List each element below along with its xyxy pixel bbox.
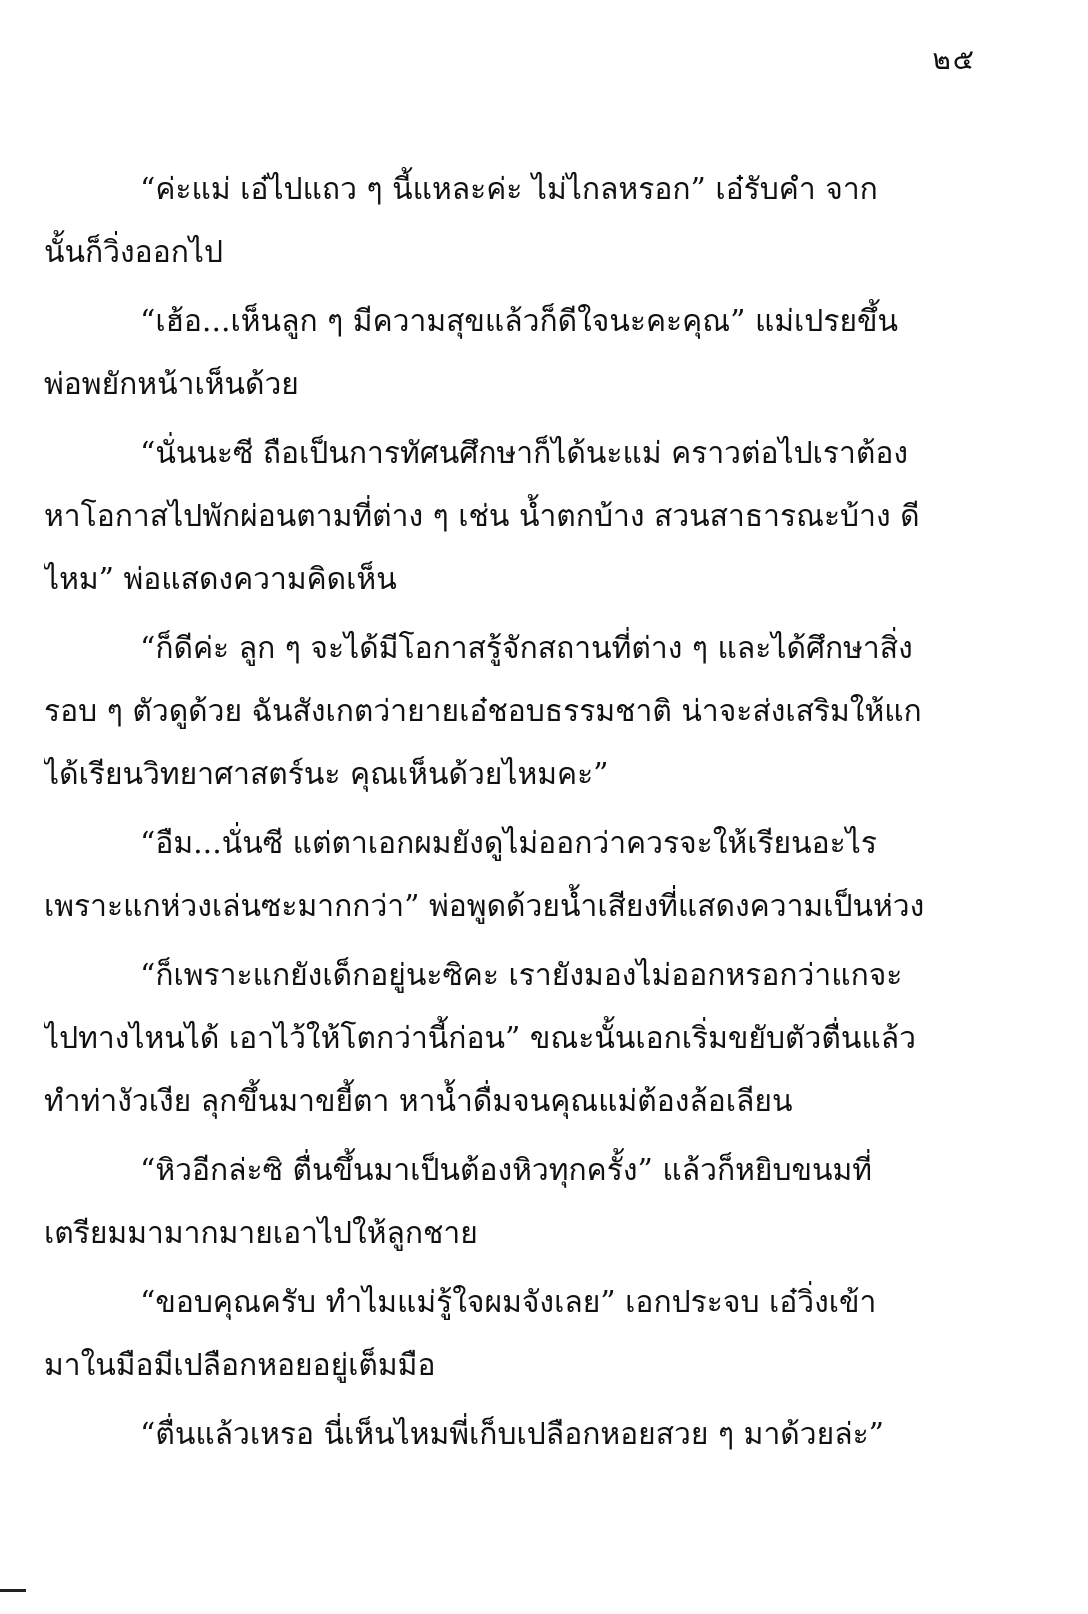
text-line: “ขอบคุณครับ ทำไมแม่รู้ใจผมจังเลย” เอกประจบ เอ๋วิ่งเข้า [140, 1285, 877, 1320]
text-line: นั้นก็วิ่งออกไป [44, 235, 224, 270]
paragraph-6 [44, 944, 974, 1133]
text-line: หาโอกาสไปพักผ่อนตามที่ต่าง ๆ เช่น น้ำตกบ้าง สวนสาธารณะบ้าง ดี [44, 499, 920, 534]
text-line: เพราะแกห่วงเล่นซะมากกว่า” พ่อพูดด้วยน้ำเสียงที่แสดงความเป็นห่วง [44, 889, 925, 924]
paragraph-9 [44, 1403, 974, 1466]
text-line: “ตื่นแล้วเหรอ นี่เห็นไหมพี่เก็บเปลือกหอยสวย ๆ มาด้วยล่ะ” [140, 1417, 885, 1452]
text-line: ได้เรียนวิทยาศาสตร์นะ คุณเห็นด้วยไหมคะ” [44, 757, 609, 792]
text-line: มาในมือมีเปลือกหอยอยู่เต็มมือ [44, 1348, 436, 1383]
paragraph-7 [44, 1139, 974, 1265]
paragraph-8 [44, 1271, 974, 1397]
text-line: “หิวอีกล่ะซิ ตื่นขึ้นมาเป็นต้องหิวทุกครั้ง” แล้วก็หยิบขนมที่ [140, 1153, 873, 1188]
text-line: ไหม” พ่อแสดงความคิดเห็น [44, 562, 397, 597]
text-line: “ค่ะแม่ เอ๋ไปแถว ๆ นี้แหละค่ะ ไม่ไกลหรอก” เอ๋รับคำ จาก [140, 172, 878, 207]
scan-edge-mark [0, 1589, 26, 1592]
paragraph-4 [44, 617, 974, 806]
text-line: “เฮ้อ...เห็นลูก ๆ มีความสุขแล้วก็ดีใจนะคะคุณ” แม่เปรยขึ้น [140, 304, 899, 339]
text-line: รอบ ๆ ตัวดูด้วย ฉันสังเกตว่ายายเอ๋ชอบธรรมชาติ น่าจะส่งเสริมให้แก [44, 694, 922, 729]
paragraph-5 [44, 812, 974, 938]
text-line: “นั่นนะซี ถือเป็นการทัศนศึกษาก็ได้นะแม่ คราวต่อไปเราต้อง [140, 436, 909, 471]
page-number: ๒๕ [932, 43, 976, 76]
body-text [44, 158, 974, 1472]
paragraph-1 [44, 158, 974, 284]
paragraph-3 [44, 422, 974, 611]
text-line: ไปทางไหนได้ เอาไว้ให้โตกว่านี้ก่อน” ขณะนั้นเอกเริ่มขยับตัวตื่นแล้ว [44, 1021, 916, 1056]
text-line: พ่อพยักหน้าเห็นด้วย [44, 367, 299, 402]
text-line: “ก็ดีค่ะ ลูก ๆ จะได้มีโอกาสรู้จักสถานที่ต่าง ๆ และได้ศึกษาสิ่ง [140, 631, 913, 666]
text-line: เตรียมมามากมายเอาไปให้ลูกชาย [44, 1216, 478, 1251]
text-line: “ก็เพราะแกยังเด็กอยู่นะซิคะ เรายังมองไม่ออกหรอกว่าแกจะ [140, 958, 903, 993]
text-line: ทำท่างัวเงีย ลุกขึ้นมาขยี้ตา หาน้ำดื่มจนคุณแม่ต้องล้อเลียน [44, 1084, 793, 1119]
text-line: “อืม...นั่นซี แต่ตาเอกผมยังดูไม่ออกว่าควรจะให้เรียนอะไร [140, 826, 877, 861]
paragraph-2 [44, 290, 974, 416]
